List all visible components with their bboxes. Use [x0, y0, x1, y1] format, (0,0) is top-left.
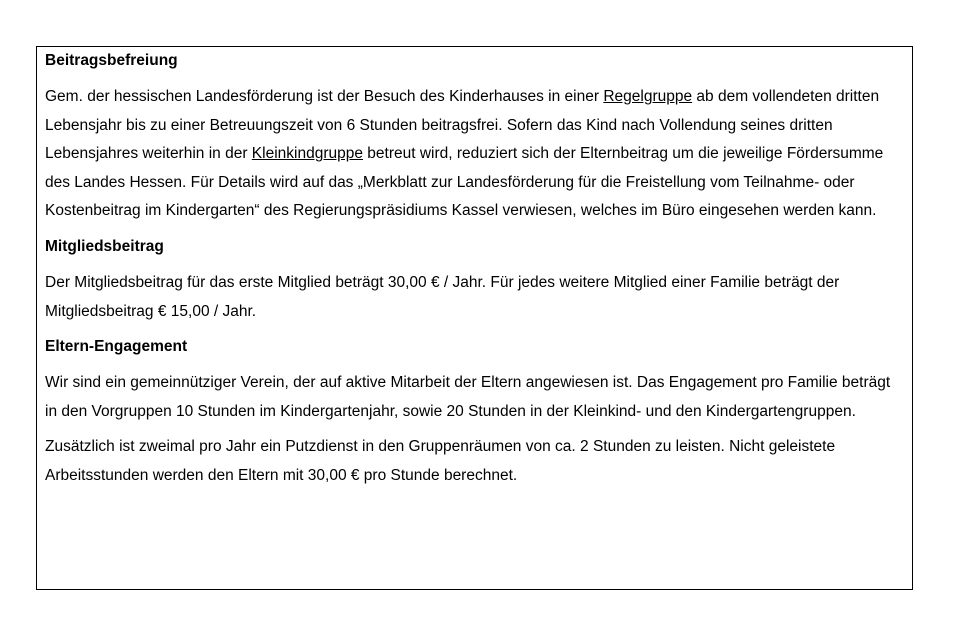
paragraph-eltern-engagement: Wir sind ein gemeinnütziger Verein, der auf aktive Mitarbeit der Eltern angewiesen ist. Das Engagement pro Familie beträgt in den Vorgruppen 10 Stunden im Kindergartenjahr, sowie 20 Stunden in der Kleinkind- und den Kindergartengruppen. — [45, 374, 891, 420]
paragraph-beitragsbefreiung — [45, 83, 904, 226]
kleinkindgruppe-underlined-term: Kleinkindgruppe — [251, 145, 363, 163]
paragraph-text: Gem. der hessischen Landesförderung ist der Besuch des Kinderhauses in einer — [45, 88, 604, 105]
paragraph-putzdienst: Zusätzlich ist zweimal pro Jahr ein Putzdienst in den Gruppenräumen von ca. 2 Stunden zu leisten. Nicht geleistete Arbeitsstunden werden den Eltern mit 30,00 € pro Stunde berechnet. — [45, 438, 836, 484]
section-heading-eltern-engagement: Eltern-Engagement — [45, 338, 188, 356]
paragraph-text: betreut wird, reduziert sich der Elternbeitrag um die jeweilige Fördersumme des Landes Hessen. Für Details wird auf das „Merkblatt zur Landesförderung für die Freistellung vom Teilnahme- oder Kostenbeitrag im Kindergarten“ des Regierungspräsidiums Kassel verwiesen, welches im Büro eingesehen werden kann. — [45, 145, 884, 220]
paragraph-mitgliedsbeitrag: Der Mitgliedsbeitrag für das erste Mitglied beträgt 30,00 € / Jahr. Für jedes weitere Mitglied einer Familie beträgt der Mitgliedsbeitrag € 15,00 / Jahr. — [45, 273, 840, 320]
regelgruppe-underlined-term: Regelgruppe — [603, 88, 693, 105]
document-box — [36, 46, 913, 590]
paragraph-text: ab dem vollendeten dritten Lebensjahr bis zu einer Betreuungszeit von 6 Stunden beitragsfrei. Sofern das Kind nach Vollendung seines dritten Lebensjahres weiterhin in der — [45, 88, 880, 163]
section-heading-mitgliedsbeitrag: Mitgliedsbeitrag — [45, 237, 164, 255]
section-heading-beitragsbefreiung: Beitragsbefreiung — [45, 52, 178, 69]
